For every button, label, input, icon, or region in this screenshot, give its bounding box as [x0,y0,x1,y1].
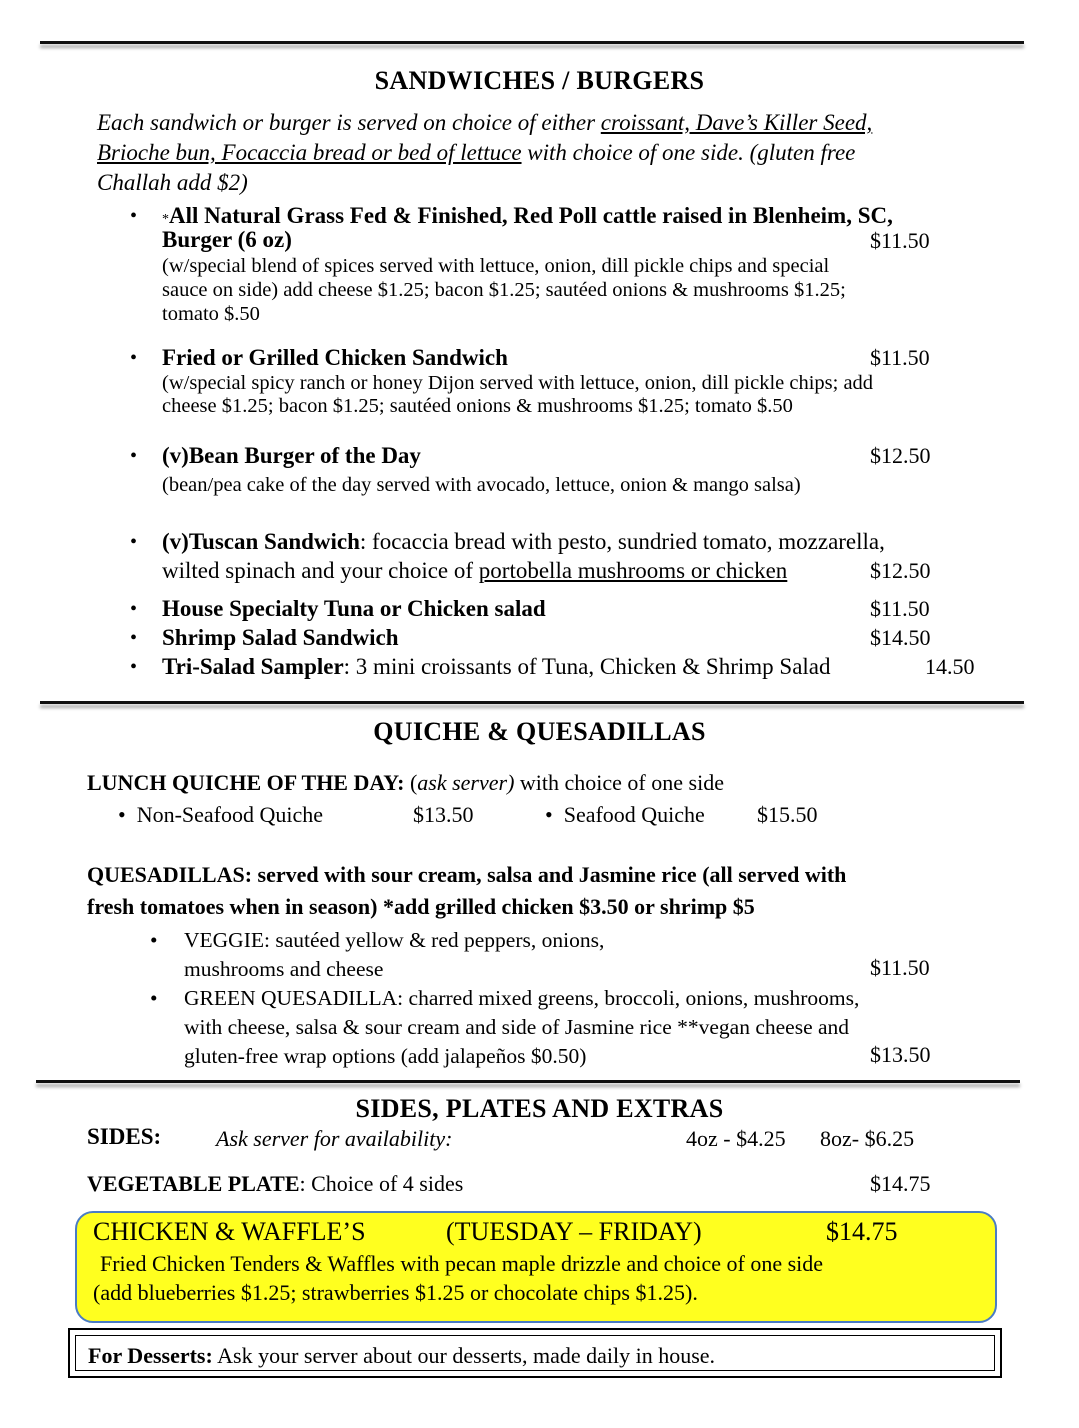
price-vegetable-plate: $14.75 [870,1171,931,1196]
section-title-sides: SIDES, PLATES AND EXTRAS [355,1094,724,1123]
chicken-waffles-price: $14.75 [826,1217,898,1246]
price-nonseafood: $13.50 [413,802,474,827]
price-chicken-sandwich: $11.50 [870,345,930,370]
price-bean-burger: $12.50 [870,443,931,468]
quiche-seafood: • Seafood Quiche [545,802,705,827]
item-name-cont: Burger (6 oz) [162,227,292,252]
price-veggie-quesadilla: $11.50 [870,955,930,980]
price-shrimp-salad: $14.50 [870,625,931,650]
price-seafood: $15.50 [757,802,818,827]
chicken-waffles-desc-2: (add blueberries $1.25; strawberries $1.25 or chocolate chips $1.25). [93,1280,698,1305]
chicken-waffles-desc-1: Fried Chicken Tenders & Waffles with pecan maple drizzle and choice of one side [100,1251,824,1276]
sandwich-intro: Each sandwich or burger is served on choice of either croissant, Dave’s Killer Seed, Brioche bun, Focaccia bread or bed of lettuce with choice of one side. (gluten free Challah add $2) [97,110,873,195]
price-tuscan: $12.50 [870,558,931,583]
sides-price-4oz: 4oz - $4.25 [686,1126,786,1151]
chicken-waffles-title: CHICKEN & WAFFLE’S [93,1217,366,1246]
price-house-specialty: $11.50 [870,596,930,621]
menu-item-veggie-quesadilla: • VEGGIE: sautéed yellow & red peppers, onions, mushrooms and cheese [150,928,605,981]
top-divider [40,41,1024,44]
section-title-sandwiches: SANDWICHES / BURGERS [374,66,705,95]
quiche-nonseafood: • Non-Seafood Quiche [118,802,324,827]
divider-quiche [40,701,1024,704]
price-green-quesadilla: $13.50 [870,1042,931,1067]
divider-sides [36,1080,1020,1083]
price-burger: $11.50 [870,228,930,253]
vegetable-plate: VEGETABLE PLATE: Choice of 4 sides [87,1171,464,1196]
chicken-waffles-days: (TUESDAY – FRIDAY) [446,1217,702,1246]
lunch-quiche-line: LUNCH QUICHE OF THE DAY: (ask server) with choice of one side [87,770,724,795]
bullet: • [130,205,138,227]
item-name: All Natural Grass Fed & Finished, Red Poll cattle raised in Blenheim, SC, [169,203,893,228]
price-tri-salad: 14.50 [925,654,975,679]
desserts-text: For Desserts: Ask your server about our desserts, made daily in house. [88,1343,716,1368]
sides-price-8oz: 8oz- $6.25 [820,1126,915,1151]
sides-note: Ask server for availability: [216,1126,453,1151]
menu-item-green-quesadilla: • GREEN QUESADILLA: charred mixed greens, broccoli, onions, mushrooms, with cheese, salsa & sour cream and side of Jasmine rice **vegan cheese and gluten-free wrap options (add jalapeños $0.50) [150,986,860,1068]
quesadillas-header: QUESADILLAS: served with sour cream, salsa and Jasmine rice (all served with fresh tomatoes when in season) *add grilled chicken $3.50 or shrimp $5 [87,862,847,919]
section-title-quiche: QUICHE & QUESADILLAS [373,717,706,746]
sides-label: SIDES: [87,1124,162,1149]
